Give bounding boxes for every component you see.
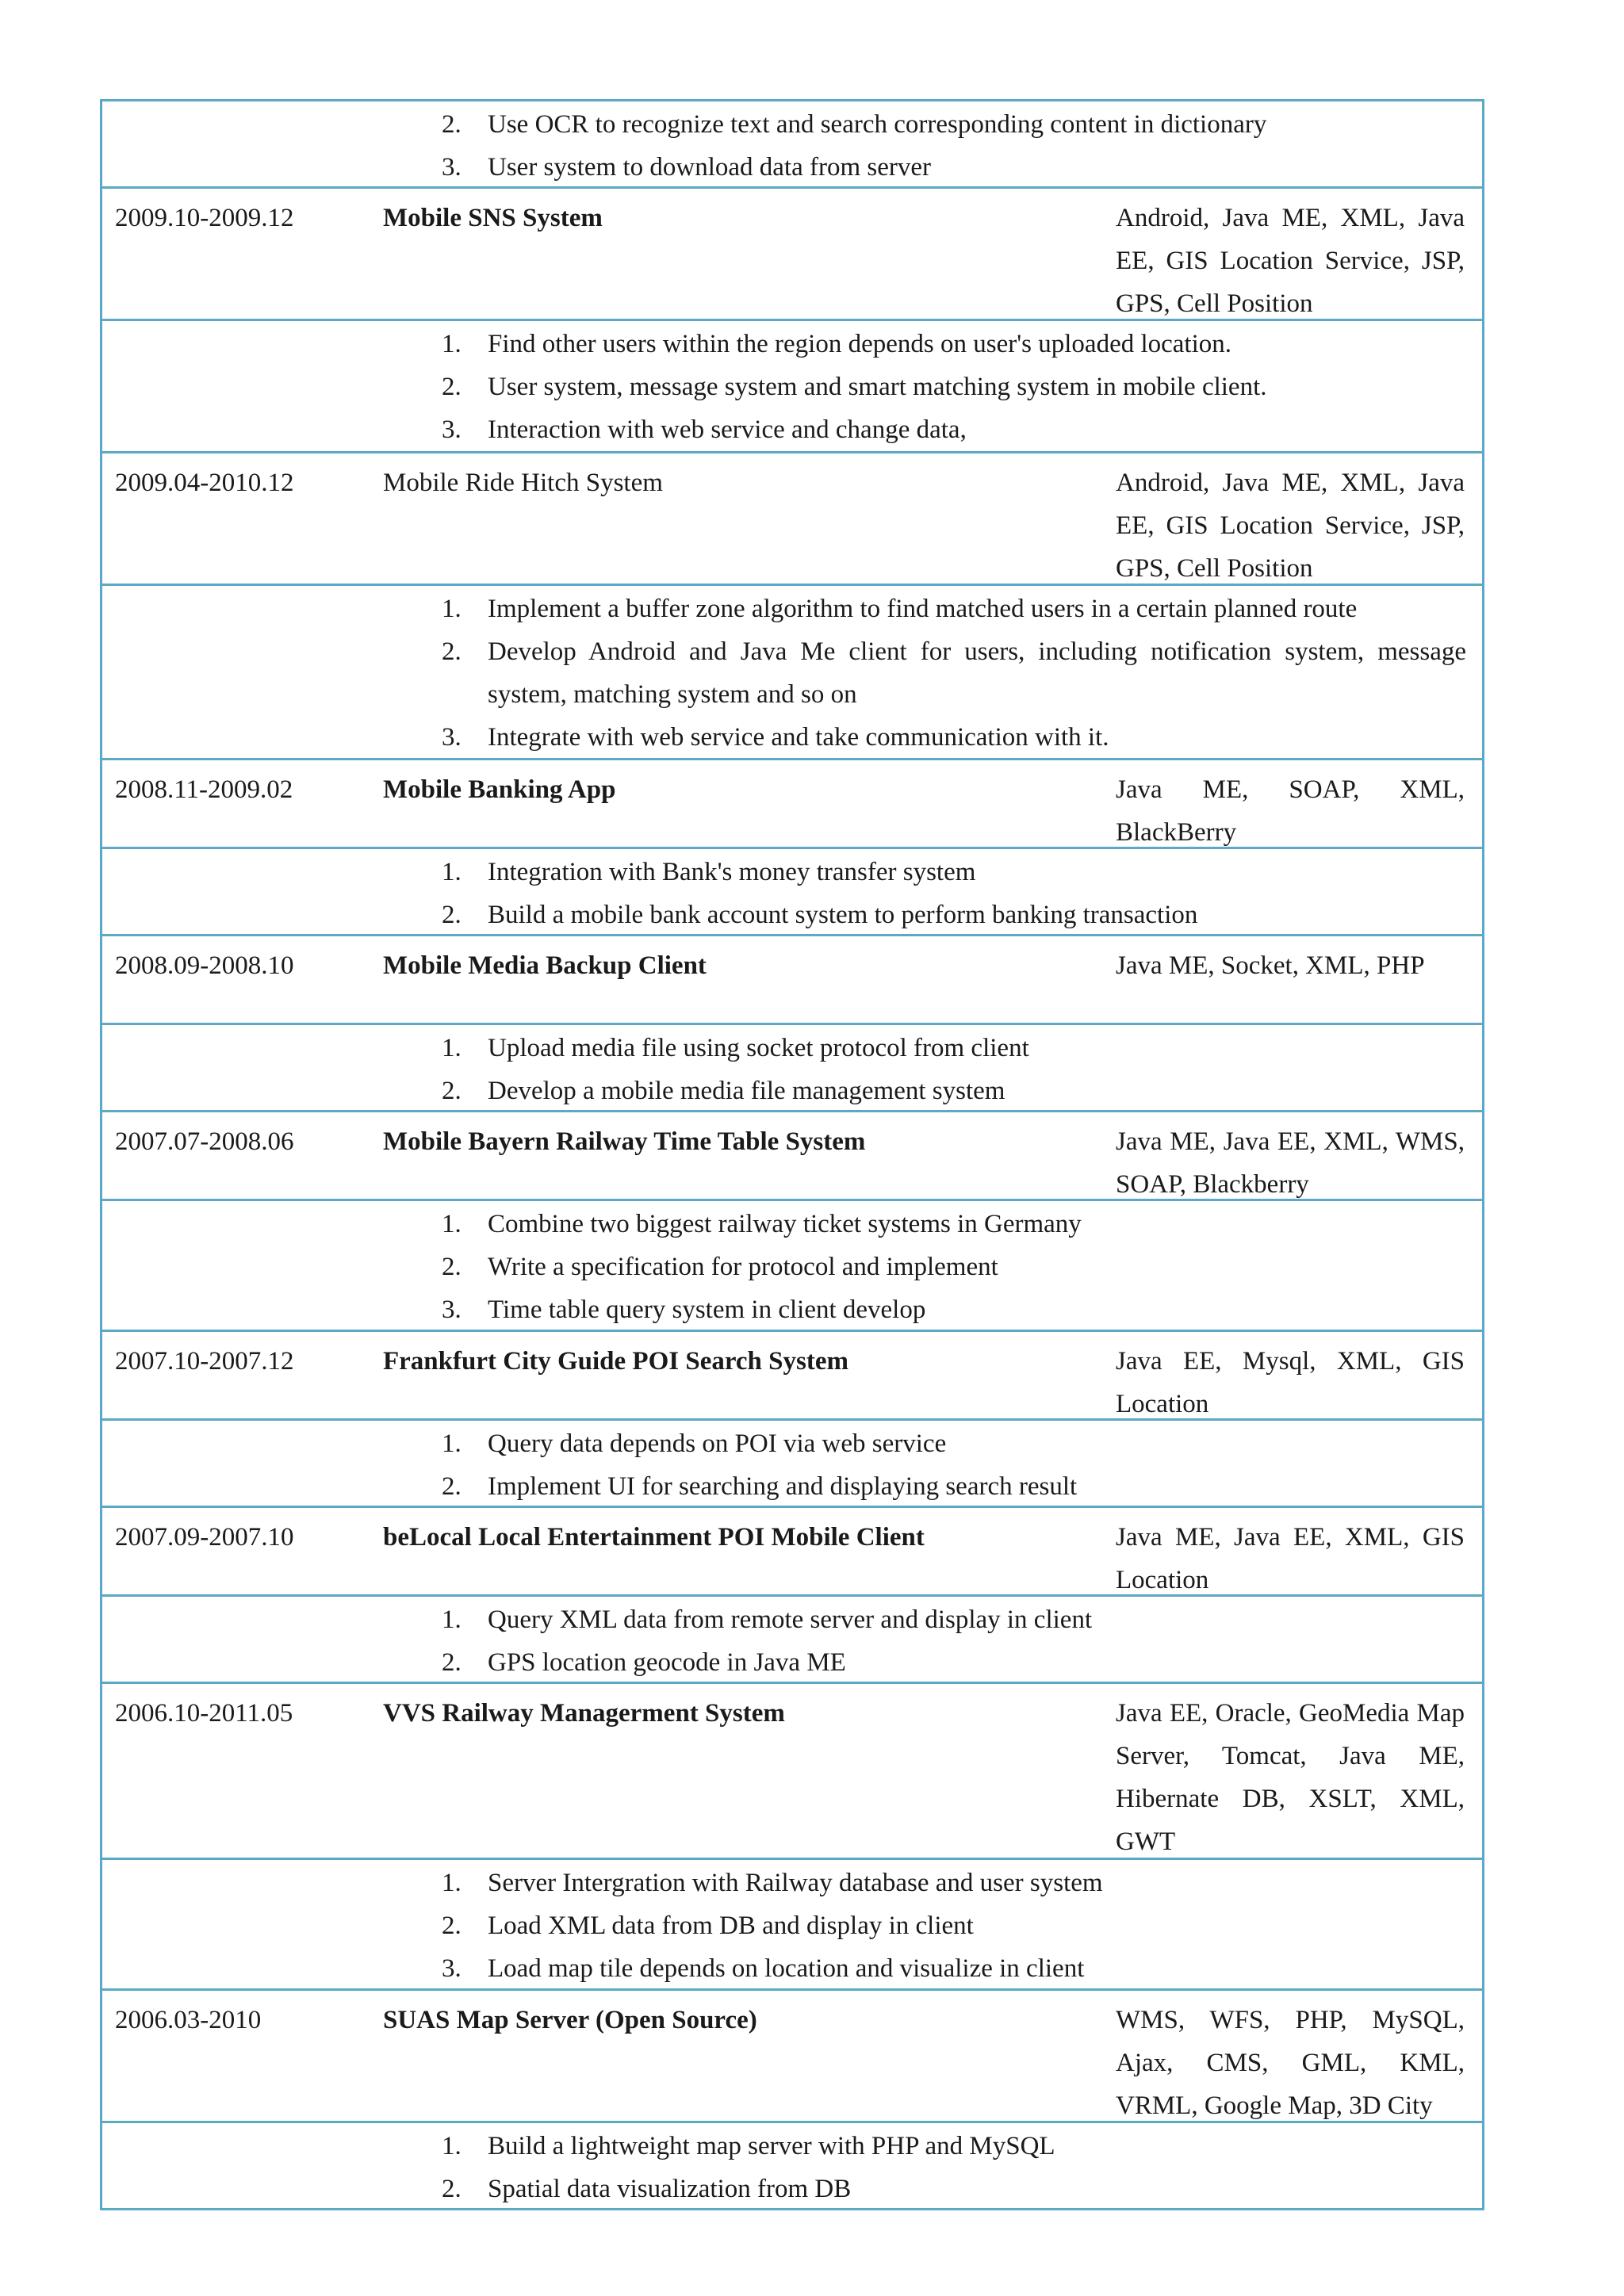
project-technologies: Java ME, Socket, XML, PHP bbox=[1116, 951, 1425, 980]
task-text: Time table query system in client develop bbox=[488, 1295, 926, 1324]
task-item bbox=[427, 1598, 1466, 1641]
task-number: 1. bbox=[442, 1429, 462, 1458]
task-number: 3. bbox=[442, 723, 462, 752]
task-list bbox=[427, 1203, 1466, 1331]
task-text: User system to download data from server bbox=[488, 153, 932, 182]
task-list bbox=[427, 1862, 1466, 1990]
task-number: 2. bbox=[442, 373, 462, 401]
task-text: Use OCR to recognize text and search corresponding content in dictionary bbox=[488, 110, 1267, 139]
task-text: Write a specification for protocol and implement bbox=[488, 1253, 998, 1281]
task-item bbox=[427, 1246, 1466, 1288]
project-title: Mobile Media Backup Client bbox=[383, 951, 707, 980]
task-number: 1. bbox=[442, 1605, 462, 1634]
project-header-row bbox=[102, 1508, 1482, 1597]
task-text: Spatial data visualization from DB bbox=[488, 2175, 852, 2203]
project-header-row bbox=[102, 1991, 1482, 2123]
task-item bbox=[427, 2168, 1466, 2210]
task-item bbox=[427, 1027, 1466, 1070]
task-item bbox=[427, 1904, 1466, 1947]
task-item bbox=[427, 1947, 1466, 1990]
project-date: 2009.10-2009.12 bbox=[115, 204, 294, 232]
project-header-row bbox=[102, 1332, 1482, 1421]
task-item bbox=[427, 716, 1466, 759]
task-list bbox=[427, 103, 1466, 189]
project-technologies: Java ME, Java EE, XML, GIS Location bbox=[1116, 1523, 1465, 1594]
task-text: Server Intergration with Railway database and user system bbox=[488, 1869, 1103, 1897]
task-text: Implement UI for searching and displaying search result bbox=[488, 1472, 1078, 1501]
project-title: beLocal Local Entertainment POI Mobile Client bbox=[383, 1523, 925, 1552]
task-number: 3. bbox=[442, 1295, 462, 1324]
task-item bbox=[427, 408, 1466, 451]
project-technologies: Android, Java ME, XML, Java EE, GIS Location Service, JSP, GPS, Cell Position bbox=[1116, 204, 1465, 318]
project-details-row bbox=[102, 586, 1482, 760]
task-item bbox=[427, 1203, 1466, 1246]
task-list bbox=[427, 2125, 1466, 2210]
project-details-row bbox=[102, 1025, 1482, 1112]
task-item bbox=[427, 630, 1466, 716]
project-date: 2007.10-2007.12 bbox=[115, 1347, 294, 1376]
project-technologies: Android, Java ME, XML, Java EE, GIS Location Service, JSP, GPS, Cell Position bbox=[1116, 469, 1465, 583]
project-header-row bbox=[102, 1684, 1482, 1860]
project-date: 2009.04-2010.12 bbox=[115, 469, 294, 497]
task-text: Combine two biggest railway ticket systems in Germany bbox=[488, 1210, 1082, 1238]
task-text: Query data depends on POI via web service bbox=[488, 1429, 947, 1458]
task-text: Upload media file using socket protocol from client bbox=[488, 1034, 1029, 1062]
project-table bbox=[100, 99, 1484, 2210]
task-text: Develop Android and Java Me client for users, including notification system, message system, matching system and so on bbox=[488, 637, 1466, 709]
task-number: 2. bbox=[442, 1911, 462, 1940]
task-list bbox=[427, 851, 1466, 936]
task-number: 1. bbox=[442, 1869, 462, 1897]
project-technologies: Java EE, Oracle, GeoMedia Map Server, Tomcat, Java ME, Hibernate DB, XSLT, XML, GWT bbox=[1116, 1699, 1465, 1856]
project-details-row bbox=[102, 1421, 1482, 1508]
project-date: 2007.07-2008.06 bbox=[115, 1127, 294, 1156]
task-text: Find other users within the region depends on user's uploaded location. bbox=[488, 330, 1232, 358]
task-text: Build a lightweight map server with PHP and MySQL bbox=[488, 2132, 1055, 2160]
task-item bbox=[427, 1422, 1466, 1465]
task-text: Interaction with web service and change data, bbox=[488, 415, 967, 444]
task-list bbox=[427, 1027, 1466, 1112]
project-title: Mobile Banking App bbox=[383, 775, 616, 804]
project-header-row bbox=[102, 760, 1482, 849]
task-number: 2. bbox=[442, 1648, 462, 1677]
task-item bbox=[427, 2125, 1466, 2168]
task-list bbox=[427, 1422, 1466, 1508]
project-header-row bbox=[102, 453, 1482, 586]
project-date: 2006.10-2011.05 bbox=[115, 1699, 293, 1728]
project-technologies: WMS, WFS, PHP, MySQL, Ajax, CMS, GML, KML, VRML, Google Map, 3D City bbox=[1116, 2006, 1465, 2120]
task-item bbox=[427, 103, 1466, 146]
project-details-row bbox=[102, 1201, 1482, 1332]
task-number: 1. bbox=[442, 858, 462, 886]
project-title: Mobile Ride Hitch System bbox=[383, 469, 663, 497]
project-title: Frankfurt City Guide POI Search System bbox=[383, 1347, 848, 1376]
project-title: Mobile SNS System bbox=[383, 204, 603, 232]
task-text: GPS location geocode in Java ME bbox=[488, 1648, 846, 1677]
project-date: 2006.03-2010 bbox=[115, 2006, 262, 2034]
task-number: 3. bbox=[442, 415, 462, 444]
task-item bbox=[427, 894, 1466, 936]
task-text: Implement a buffer zone algorithm to find matched users in a certain planned route bbox=[488, 595, 1358, 623]
task-number: 1. bbox=[442, 1034, 462, 1062]
task-number: 2. bbox=[442, 637, 462, 666]
task-list bbox=[427, 1598, 1466, 1684]
task-number: 3. bbox=[442, 1954, 462, 1983]
task-text: Load map tile depends on location and visualize in client bbox=[488, 1954, 1085, 1983]
project-title: Mobile Bayern Railway Time Table System bbox=[383, 1127, 866, 1156]
task-text: User system, message system and smart matching system in mobile client. bbox=[488, 373, 1267, 401]
task-item bbox=[427, 1641, 1466, 1684]
task-item bbox=[427, 1070, 1466, 1112]
project-technologies: Java EE, Mysql, XML, GIS Location bbox=[1116, 1347, 1465, 1418]
task-text: Develop a mobile media file management system bbox=[488, 1077, 1005, 1105]
project-details-row bbox=[102, 321, 1482, 453]
project-title: VVS Railway Managerment System bbox=[383, 1699, 785, 1728]
task-text: Integrate with web service and take communication with it. bbox=[488, 723, 1109, 752]
project-header-row bbox=[102, 936, 1482, 1025]
project-date: 2008.09-2008.10 bbox=[115, 951, 294, 980]
task-item bbox=[427, 1465, 1466, 1508]
task-number: 2. bbox=[442, 1253, 462, 1281]
project-details-row bbox=[102, 101, 1482, 189]
project-date: 2008.11-2009.02 bbox=[115, 775, 293, 804]
task-number: 2. bbox=[442, 901, 462, 929]
task-number: 1. bbox=[442, 595, 462, 623]
project-header-row bbox=[102, 189, 1482, 321]
task-number: 2. bbox=[442, 1077, 462, 1105]
project-title: SUAS Map Server (Open Source) bbox=[383, 2006, 757, 2034]
task-number: 2. bbox=[442, 110, 462, 139]
task-item bbox=[427, 365, 1466, 408]
task-text: Load XML data from DB and display in client bbox=[488, 1911, 974, 1940]
project-technologies: Java ME, SOAP, XML, BlackBerry bbox=[1116, 775, 1465, 847]
task-list bbox=[427, 587, 1466, 759]
task-text: Build a mobile bank account system to perform banking transaction bbox=[488, 901, 1198, 929]
task-number: 1. bbox=[442, 1210, 462, 1238]
task-list bbox=[427, 323, 1466, 451]
project-details-row bbox=[102, 1597, 1482, 1684]
task-item bbox=[427, 146, 1466, 189]
project-technologies: Java ME, Java EE, XML, WMS, SOAP, Blackberry bbox=[1116, 1127, 1465, 1199]
project-details-row bbox=[102, 849, 1482, 936]
task-item bbox=[427, 587, 1466, 630]
task-item bbox=[427, 851, 1466, 894]
task-text: Query XML data from remote server and display in client bbox=[488, 1605, 1093, 1634]
task-text: Integration with Bank's money transfer system bbox=[488, 858, 976, 886]
task-item bbox=[427, 1288, 1466, 1331]
task-item bbox=[427, 323, 1466, 365]
task-number: 3. bbox=[442, 153, 462, 182]
task-number: 2. bbox=[442, 1472, 462, 1501]
project-details-row bbox=[102, 2123, 1482, 2210]
task-number: 2. bbox=[442, 2175, 462, 2203]
project-details-row bbox=[102, 1860, 1482, 1991]
project-date: 2007.09-2007.10 bbox=[115, 1523, 294, 1552]
task-item bbox=[427, 1862, 1466, 1904]
project-header-row bbox=[102, 1112, 1482, 1201]
task-number: 1. bbox=[442, 330, 462, 358]
task-number: 1. bbox=[442, 2132, 462, 2160]
